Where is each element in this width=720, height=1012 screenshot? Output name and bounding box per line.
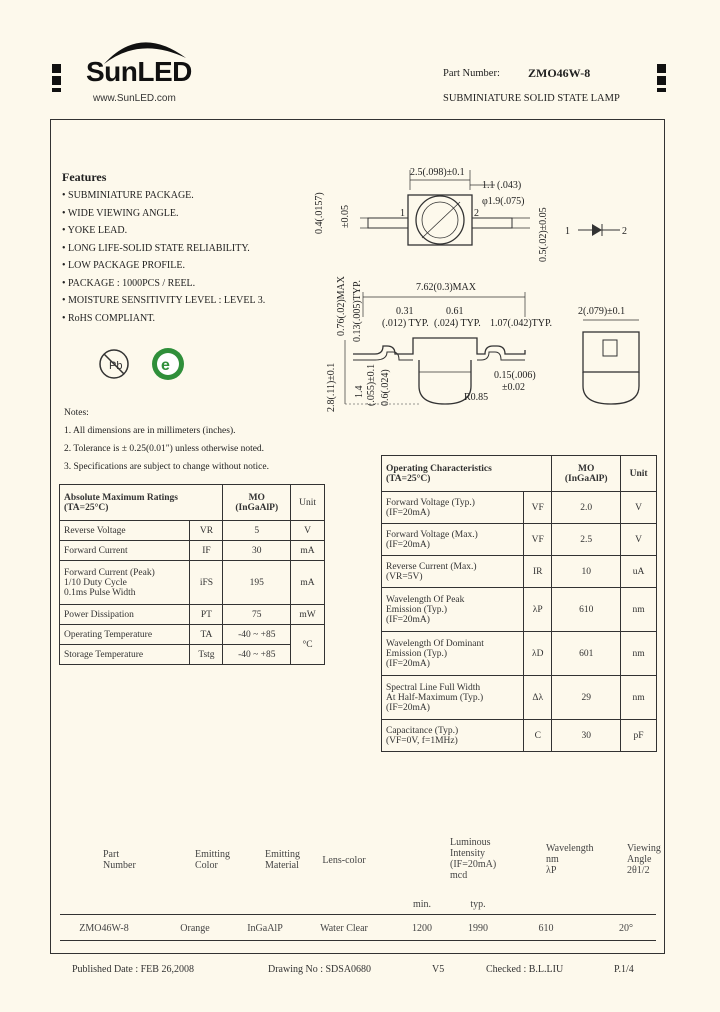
feature-item: • LOW PACKAGE PROFILE. xyxy=(62,260,185,271)
dim-0-76: 0.76(.02)MAX xyxy=(336,276,347,336)
dim-left-thickness: 0.4(.0157) xyxy=(314,192,325,234)
col-wavelength-header: Wavelength nm λP xyxy=(546,843,594,876)
right-marker-bottom xyxy=(657,88,666,92)
dim-1-4-tol: (.055)±0.1 xyxy=(366,363,377,406)
dim-side-width: 2(.079)±0.1 xyxy=(578,306,626,317)
dim-right-thickness: 0.5(.02)±0.05 xyxy=(538,207,549,262)
op-header-mo: MO (InGaAlP) xyxy=(552,456,621,492)
table-row: Wavelength Of Peak Emission (Typ.) (IF=20mA) λP 610 nm xyxy=(382,588,657,632)
table-row: Capacitance (Typ.) (VF=0V, f=1MHz) C 30 pF xyxy=(382,720,657,752)
operating-characteristics-table xyxy=(381,455,657,752)
table-row: Forward Voltage (Max.) (IF=20mA) VF 2.5 V xyxy=(382,524,657,556)
dim-0-61-typ: (.024) TYP. xyxy=(434,318,481,329)
table-row: Forward Current (Peak) 1/10 Duty Cycle 0.1ms Pulse Width iFS 195 mA xyxy=(60,561,325,605)
dim-1-1: 1.1 (.043) xyxy=(482,180,522,191)
part-number-value: ZMO46W-8 xyxy=(528,66,591,80)
col-lens-header: Lens-color xyxy=(322,855,366,866)
published-date: Published Date : FEB 26,2008 xyxy=(72,964,194,975)
dim-2-8: 2.8(.11)±0.1 xyxy=(326,362,337,412)
dim-radius: R0.85 xyxy=(464,392,489,403)
feature-item: • WIDE VIEWING ANGLE. xyxy=(62,207,179,219)
abs-header-mo: MO (InGaAlP) xyxy=(223,485,291,521)
part-table-divider-bottom xyxy=(60,940,656,941)
feature-item: • RoHS COMPLIANT. xyxy=(62,312,156,324)
notes-title: Notes: xyxy=(64,408,89,418)
dim-0-31-typ: (.012) TYP. xyxy=(382,318,429,329)
col-color-header: Emitting Color xyxy=(195,849,230,871)
part-number-label: Part Number: xyxy=(443,68,500,79)
right-marker-mid xyxy=(657,76,666,85)
brand-logo: SunLED xyxy=(86,56,192,87)
svg-text:Pb: Pb xyxy=(109,360,123,372)
col-luminous-header: Luminous Intensity (IF=20mA) mcd xyxy=(450,837,497,881)
left-marker-bottom xyxy=(52,88,61,92)
col-material-header: Emitting Material xyxy=(265,849,300,871)
symbol-pin-2: 2 xyxy=(622,226,627,237)
dim-phi: φ1.9(.075) xyxy=(482,196,525,207)
op-header-name: Operating Characteristics (TA=25°C) xyxy=(382,456,552,492)
symbol-pin-1: 1 xyxy=(565,226,570,237)
pin-2-label: 2 xyxy=(474,208,479,219)
dim-1-4: 1.4 xyxy=(354,385,365,398)
rohs-icon xyxy=(150,346,186,382)
dim-1-07: 1.07(.042)TYP. xyxy=(490,318,552,329)
notes-block xyxy=(64,408,269,480)
dim-0-15: 0.15(.006) xyxy=(494,370,536,381)
table-row: Operating Temperature TA -40 ~ +85 °C xyxy=(60,625,325,645)
dim-top-width: 2.5(.098)±0.1 xyxy=(410,167,465,178)
features-list xyxy=(62,190,265,330)
feature-item: • YOKE LEAD. xyxy=(62,225,128,236)
svg-text:e: e xyxy=(161,357,170,374)
pb-free-icon xyxy=(98,348,130,380)
col-part-header: Part Number xyxy=(103,849,136,871)
dim-0-15-tol: ±0.02 xyxy=(502,382,525,393)
table-row: Reverse Voltage VR 5 V xyxy=(60,521,325,541)
drawing-number: Drawing No : SDSA0680 xyxy=(268,964,372,975)
feature-item: • MOISTURE SENSITIVITY LEVEL : LEVEL 3. xyxy=(62,295,266,306)
table-row: Power Dissipation PT 75 mW xyxy=(60,605,325,625)
left-marker-mid xyxy=(52,76,61,85)
note-item: 1. All dimensions are in millimeters (inches). xyxy=(64,426,236,436)
abs-header-name: Absolute Maximum Ratings (TA=25°C) xyxy=(60,485,223,521)
note-item: 2. Tolerance is ± 0.25(0.01") unless otherwise noted. xyxy=(64,444,265,454)
absolute-max-ratings-table xyxy=(59,484,325,665)
feature-item: • LONG LIFE-SOLID STATE RELIABILITY. xyxy=(62,242,250,254)
left-marker-top xyxy=(52,64,61,73)
features-title: Features xyxy=(62,170,107,184)
col-min-header: min. xyxy=(412,899,432,910)
feature-item: • PACKAGE : 1000PCS / REEL. xyxy=(62,277,196,289)
table-row: Forward Voltage (Typ.) (IF=20mA) VF 2.0 V xyxy=(382,492,657,524)
dim-0-13: 0.13(.005)TYP. xyxy=(352,280,363,342)
table-row: Reverse Current (Max.) (VR=5V) IR 10 uA xyxy=(382,556,657,588)
col-typ-header: typ. xyxy=(470,899,486,910)
top-view-drawing xyxy=(330,160,660,270)
note-item: 3. Specifications are subject to change without notice. xyxy=(64,462,269,472)
col-angle-header: Viewing Angle 2θ1/2 xyxy=(627,843,661,876)
table-row: Storage Temperature Tstg -40 ~ +85 xyxy=(60,645,325,665)
table-row: Wavelength Of Dominant Emission (Typ.) (IF=20mA) λD 601 nm xyxy=(382,632,657,676)
dim-0-6: 0.6(.024) xyxy=(380,369,391,406)
right-marker-top xyxy=(657,64,666,73)
table-row: Forward Current IF 30 mA xyxy=(60,541,325,561)
product-subtitle: SUBMINIATURE SOLID STATE LAMP xyxy=(443,93,620,104)
feature-item: • SUBMINIATURE PACKAGE. xyxy=(62,190,194,201)
dim-left-tolerance: ±0.05 xyxy=(340,205,351,228)
pin-1-label: 1 xyxy=(400,208,405,219)
dim-total-length: 7.62(0.3)MAX xyxy=(416,282,476,293)
checked-by: Checked : B.L.LIU xyxy=(486,964,564,975)
brand-url[interactable]: www.SunLED.com xyxy=(93,93,176,104)
dim-0-61: 0.61 xyxy=(446,306,464,317)
op-header-unit: Unit xyxy=(621,456,657,492)
dim-0-31: 0.31 xyxy=(396,306,414,317)
version: V5 xyxy=(432,964,445,975)
table-row: Spectral Line Full Width At Half-Maximum (Typ.) (IF=20mA) Δλ 29 nm xyxy=(382,676,657,720)
abs-header-unit: Unit xyxy=(291,485,325,521)
part-table-divider-top xyxy=(60,914,656,915)
page-number: P.1/4 xyxy=(614,964,634,975)
